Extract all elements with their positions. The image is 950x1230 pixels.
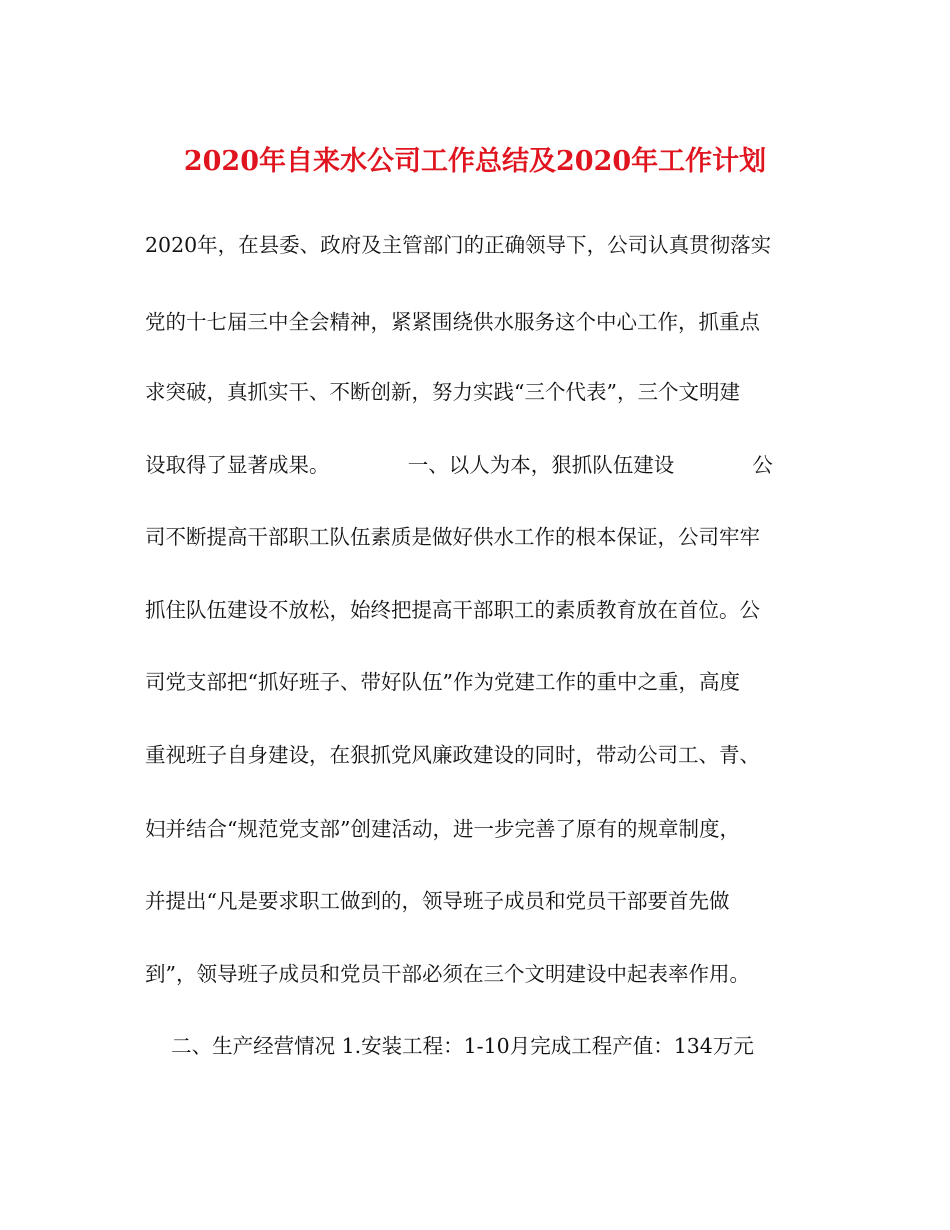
- document-title: 2020年自来水公司工作总结及2020年工作计划: [183, 146, 767, 177]
- paragraph-line-2: 党的十七届三中全会精神，紧紧围绕供水服务这个中心工作，抓重点: [145, 310, 760, 334]
- paragraph-line-1: 2020年，在县委、政府及主管部门的正确领导下，公司认真贯彻落实: [145, 233, 772, 257]
- paragraph-line-10: 并提出“凡是要求职工做到的，领导班子成员和党员干部要首先做: [145, 889, 730, 913]
- paragraph-line-5: 司不断提高干部职工队伍素质是做好供水工作的根本保证，公司牢牢: [145, 525, 760, 549]
- paragraph-line-11: 到”，领导班子成员和党员干部必须在三个文明建设中起表率作用。: [145, 962, 750, 986]
- paragraph-line-4: 设取得了显著成果。 一、以人为本，狠抓队伍建设 公: [145, 453, 773, 477]
- paragraph-line-6: 抓住队伍建设不放松，始终把提高干部职工的素质教育放在首位。公: [145, 598, 760, 622]
- paragraph-line-7: 司党支部把“抓好班子、带好队伍”作为党建工作的重中之重，高度: [145, 670, 740, 694]
- paragraph-line-9: 妇并结合“规范党支部”创建活动，进一步完善了原有的规章制度，: [145, 817, 740, 841]
- paragraph-line-3: 求突破，真抓实干、不断创新，努力实践“三个代表”，三个文明建: [145, 380, 740, 404]
- paragraph-line-12: 二、生产经营情况 1.安装工程：1-10月完成工程产值：134万元: [145, 1034, 754, 1058]
- paragraph-line-8: 重视班子自身建设，在狠抓党风廉政建设的同时，带动公司工、青、: [145, 743, 760, 767]
